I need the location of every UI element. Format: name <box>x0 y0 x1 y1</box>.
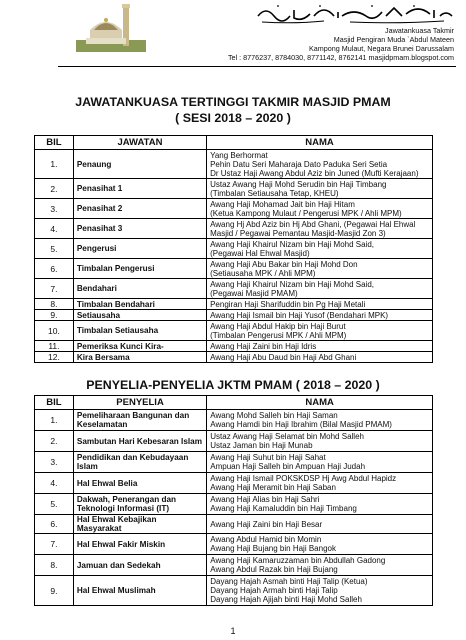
penyelia-cell <box>73 473 206 494</box>
name-line: Awang Haji Meramit bin Haji Saban <box>210 483 336 492</box>
column-header: NAMA <box>207 136 433 150</box>
table-row <box>35 219 433 239</box>
column-header: BIL <box>35 136 74 150</box>
penyelia-line: Hal Ehwal Fakir Miskin <box>76 539 166 549</box>
name-line: Awang Haji Kamaluddin bin Haji Timbang <box>210 504 357 513</box>
name-line: Awang Haji Abdul Hakip bin Haji Burut <box>210 321 346 331</box>
table-row <box>35 279 433 299</box>
bil-cell: 2. <box>35 431 74 452</box>
nama-cell <box>207 199 433 219</box>
table-row <box>35 515 433 534</box>
table-row <box>35 431 433 452</box>
name-line: Awang Haji Mohamad Jait bin Haji Hitam <box>210 199 355 209</box>
org-line: Tel : 8776237, 8784030, 8771142, 8762141 masjidpmam.blogspot.com <box>227 53 454 62</box>
penyelia-line: Dakwah, Penerangan dan <box>76 495 177 504</box>
name-line: Awang Hj Abd Aziz bin Hj Abd Ghani, (Pegawai Hal Ehwal <box>210 219 416 229</box>
bil-cell: 8. <box>35 299 74 310</box>
nama-cell <box>207 279 433 299</box>
bil-cell: 12. <box>35 352 74 363</box>
bil-cell: 7. <box>35 279 74 299</box>
jawatan-cell: Pengerusi <box>73 239 206 259</box>
table-row <box>35 576 433 606</box>
penyelia-line: Hal Ehwal Kebajikan Masyarakat <box>76 515 157 533</box>
org-line: Kampong Mulaut, Negara Brunei Darussalam <box>308 44 454 53</box>
jawatan-cell: Pemeriksa Kunci Kira- <box>73 341 206 352</box>
name-line: Dayang Hajah Armah binti Haji Talip <box>210 586 338 595</box>
jawatan-cell: Penasihat 1 <box>73 179 206 199</box>
penyelia-cell <box>73 431 206 452</box>
penyelia-line: Pendidikan dan Kebudayaan <box>76 453 189 462</box>
name-line: (Timbalan Setiausaha Tetap, KHEU) <box>210 188 339 198</box>
table-row <box>35 341 433 352</box>
letterhead <box>0 0 466 70</box>
table-header-row <box>35 396 433 410</box>
table-row <box>35 534 433 555</box>
bil-cell: 6. <box>35 259 74 279</box>
table-row <box>35 239 433 259</box>
name-line: Dr Ustaz Haji Awang Abdul Aziz bin Juned (Mufti Kerajaan) <box>210 168 419 178</box>
committee-table <box>34 135 433 363</box>
jawatan-cell: Timbalan Pengerusi <box>73 259 206 279</box>
table-row <box>35 150 433 179</box>
mosque-logo-icon <box>76 2 146 52</box>
supervisors-table <box>34 395 433 606</box>
nama-cell <box>207 352 433 363</box>
name-line: Awang Haji Suhut bin Haji Sahat <box>210 453 326 462</box>
penyelia-cell <box>73 534 206 555</box>
committee-title: JAWATANKUASA TERTINGGI TAKMIR MASJID PMAM <box>75 95 391 109</box>
nama-cell <box>207 341 433 352</box>
penyelia-cell <box>73 555 206 576</box>
bil-cell: 9. <box>35 576 74 606</box>
table-row <box>35 259 433 279</box>
page-number: 1 <box>230 626 236 636</box>
jawatan-cell: Setiausaha <box>73 310 206 321</box>
name-line: Yang Berhormat <box>210 150 268 160</box>
nama-cell <box>207 473 433 494</box>
header-divider <box>58 66 456 67</box>
name-line: Awang Haji Abu Daud bin Haji Abd Ghani <box>210 352 357 362</box>
nama-cell <box>207 515 433 534</box>
bil-cell: 11. <box>35 341 74 352</box>
table-row <box>35 299 433 310</box>
name-line: Awang Hamdi bin Haji Ibrahim (Bilal Masjid PMAM) <box>210 420 392 429</box>
nama-cell <box>207 239 433 259</box>
nama-cell <box>207 576 433 606</box>
nama-cell <box>207 219 433 239</box>
name-line: Pengiran Haji Sharifuddin bin Pg Haji Metali <box>210 299 366 309</box>
bil-cell: 6. <box>35 515 74 534</box>
bil-cell: 2. <box>35 179 74 199</box>
name-line: Awang Abdul Razak bin Haji Bujang <box>210 565 338 574</box>
name-line: Ustaz Awang Haji Mohd Serudin bin Haji Timbang <box>210 179 387 189</box>
penyelia-line: Pemeliharaan Bangunan dan <box>76 411 190 420</box>
nama-cell <box>207 179 433 199</box>
penyelia-line: Jamuan dan Sedekah <box>76 560 161 570</box>
session-title: ( SESI 2018 – 2020 ) <box>175 111 291 125</box>
nama-cell <box>207 310 433 321</box>
penyelia-cell <box>73 515 206 534</box>
table-row <box>35 473 433 494</box>
name-line: (Pegawai Masjid PMAM) <box>210 288 298 298</box>
table-row <box>35 321 433 341</box>
name-line: Ampuan Haji Salleh bin Ampuan Haji Judah <box>210 462 366 471</box>
column-header: JAWATAN <box>73 136 206 150</box>
jawatan-cell: Penasihat 3 <box>73 219 206 239</box>
supervisors-title: PENYELIA-PENYELIA JKTM PMAM ( 2018 – 2020 ) <box>86 378 380 392</box>
organization-details <box>228 26 454 62</box>
bil-cell: 9. <box>35 310 74 321</box>
nama-cell <box>207 410 433 431</box>
table-row <box>35 352 433 363</box>
jawatan-cell: Timbalan Setiausaha <box>73 321 206 341</box>
penyelia-cell <box>73 494 206 515</box>
column-header: BIL <box>35 396 74 410</box>
jawatan-cell: Kira Bersama <box>73 352 206 363</box>
jawatan-cell: Penaung <box>73 150 206 179</box>
penyelia-cell <box>73 410 206 431</box>
penyelia-line: Hal Ehwal Muslimah <box>76 586 156 595</box>
column-header: NAMA <box>207 396 433 410</box>
name-line: Awang Haji Zaini bin Haji Idris <box>210 341 317 351</box>
penyelia-line: Hal Ehwal Belia <box>76 478 138 488</box>
name-line: (Pegawai Hal Ehwal Masjid) <box>210 248 310 258</box>
bil-cell: 10. <box>35 321 74 341</box>
org-line: Jawatankuasa Takmir <box>385 26 454 35</box>
bil-cell: 7. <box>35 534 74 555</box>
nama-cell <box>207 259 433 279</box>
name-line: (Timbalan Pengerusi MPK / Ahli MPM) <box>210 330 347 340</box>
name-line: (Ketua Kampong Mulaut / Pengerusi MPK / Ahli MPM) <box>210 208 402 218</box>
name-line: Awang Haji Abu Bakar bin Haji Mohd Don <box>210 259 358 269</box>
penyelia-cell <box>73 452 206 473</box>
penyelia-cell <box>73 576 206 606</box>
bil-cell: 5. <box>35 494 74 515</box>
name-line: Awang Haji Ismail POKSKDSP Hj Awg Abdul Hapidz <box>210 474 397 483</box>
bil-cell: 3. <box>35 199 74 219</box>
name-line: Awang Haji Ismail bin Haji Yusof (Bendahari MPK) <box>210 310 389 320</box>
nama-cell <box>207 534 433 555</box>
nama-cell <box>207 299 433 310</box>
name-line: Awang Haji Alias bin Haji Sahri <box>210 495 320 504</box>
bil-cell: 8. <box>35 555 74 576</box>
table-row <box>35 555 433 576</box>
penyelia-line: Sambutan Hari Kebesaran Islam <box>76 436 202 446</box>
nama-cell <box>207 150 433 179</box>
arabic-calligraphy <box>254 2 454 24</box>
table-header-row <box>35 136 433 150</box>
jawatan-cell: Penasihat 2 <box>73 199 206 219</box>
nama-cell <box>207 555 433 576</box>
table-row <box>35 310 433 321</box>
name-line: Ustaz Jaman bin Haji Munab <box>210 441 313 450</box>
table-row <box>35 179 433 199</box>
table-row <box>35 199 433 219</box>
bil-cell: 3. <box>35 452 74 473</box>
name-line: Awang Mohd Salleh bin Haji Saman <box>210 411 338 420</box>
table-row <box>35 452 433 473</box>
name-line: Dayang Hajah Ajijah binti Haji Mohd Salleh <box>210 595 362 604</box>
table-row <box>35 410 433 431</box>
nama-cell <box>207 452 433 473</box>
name-line: Awang Haji Bujang bin Haji Bangok <box>210 544 336 553</box>
penyelia-line: Teknologi Informasi (IT) <box>76 504 170 513</box>
nama-cell <box>207 494 433 515</box>
nama-cell <box>207 431 433 452</box>
nama-cell <box>207 321 433 341</box>
bil-cell: 4. <box>35 219 74 239</box>
name-line: Awang Haji Kamaruzzaman bin Abdullah Gadong <box>210 556 386 565</box>
penyelia-line: Islam <box>76 462 98 471</box>
jawatan-cell: Bendahari <box>73 279 206 299</box>
bil-cell: 1. <box>35 410 74 431</box>
bil-cell: 4. <box>35 473 74 494</box>
name-line: (Setiausaha MPK / Ahli MPM) <box>210 268 316 278</box>
bil-cell: 1. <box>35 150 74 179</box>
name-line: Awang Abdul Hamid bin Momin <box>210 535 322 544</box>
name-line: Ustaz Awang Haji Selamat bin Mohd Salleh <box>210 432 364 441</box>
org-line: Masjid Pengiran Muda `Abdul Mateen <box>333 35 454 44</box>
table-row <box>35 494 433 515</box>
name-line: Awang Haji Khairul Nizam bin Haji Mohd Said, <box>210 279 375 289</box>
penyelia-line: Keselamatan <box>76 420 128 429</box>
bil-cell: 5. <box>35 239 74 259</box>
name-line: Awang Haji Zaini bin Haji Besar <box>210 519 323 529</box>
name-line: Masjid / Pegawai Pemantau Masjid-Masjid Zon 3) <box>210 228 386 238</box>
name-line: Pehin Datu Seri Maharaja Dato Paduka Seri Setia <box>210 159 388 169</box>
jawatan-cell: Timbalan Bendahari <box>73 299 206 310</box>
name-line: Dayang Hajah Asmah binti Haji Talip (Ketua) <box>210 577 368 586</box>
name-line: Awang Haji Khairul Nizam bin Haji Mohd Said, <box>210 239 375 249</box>
column-header: PENYELIA <box>73 396 206 410</box>
